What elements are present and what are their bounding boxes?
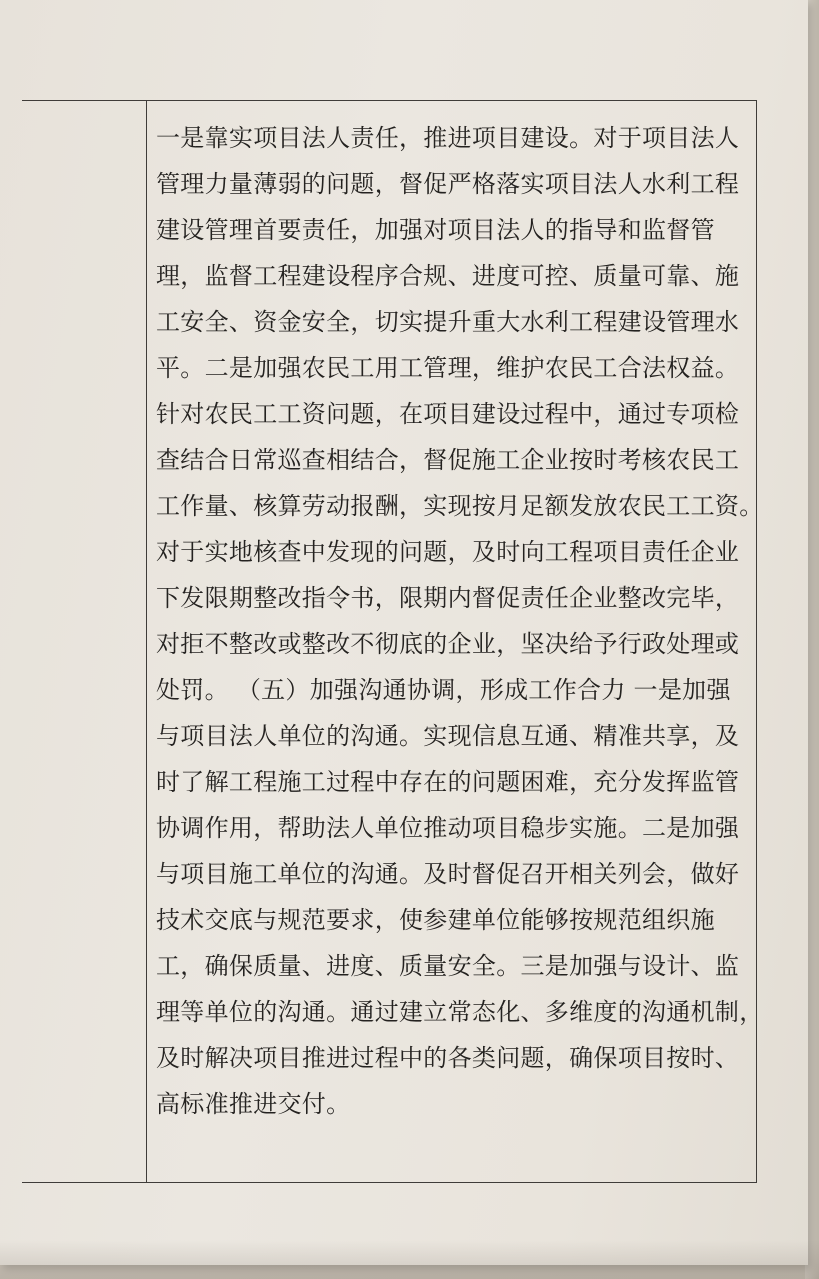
text-line: 与项目施工单位的沟通。及时督促召开相关列会，做好 [156, 860, 740, 888]
form-table [22, 100, 764, 1183]
text-line: 理等单位的沟通。通过建立常态化、多维度的沟通机制， [156, 998, 764, 1026]
bottom-shadow [0, 1240, 819, 1279]
text-line: 平。二是加强农民工用工管理，维护农民工合法权益。 [156, 354, 740, 382]
text-line: 工安全、资金安全，切实提升重大水利工程建设管理水 [156, 308, 740, 336]
text-line: 针对农民工工资问题，在项目建设过程中，通过专项检 [156, 400, 740, 428]
text-line: 查结合日常巡查相结合，督促施工企业按时考核农民工 [156, 446, 740, 474]
text-line: 管理力量薄弱的问题，督促严格落实项目法人水利工程 [156, 170, 740, 198]
text-line: 处罚。 （五）加强沟通协调，形成工作合力 一是加强 [156, 676, 731, 704]
text-line: 建设管理首要责任，加强对项目法人的指导和监督管 [156, 216, 715, 244]
text-line: 下发限期整改指令书，限期内督促责任企业整改完毕， [156, 584, 740, 612]
text-line: 理，监督工程建设程序合规、进度可控、质量可靠、施 [156, 262, 740, 290]
text-line: 协调作用，帮助法人单位推动项目稳步实施。二是加强 [156, 814, 740, 842]
text-line: 工，确保质量、进度、质量安全。三是加强与设计、监 [156, 952, 740, 980]
text-line: 技术交底与规范要求，使参建单位能够按规范组织施 [156, 906, 715, 934]
text-line: 及时解决项目推进过程中的各类问题，确保项目按时、 [156, 1044, 740, 1072]
text-line: 工作量、核算劳动报酬，实现按月足额发放农民工工资。 [156, 492, 764, 520]
text-line: 高标准推进交付。 [156, 1090, 351, 1118]
text-line: 对于实地核查中发现的问题，及时向工程项目责任企业 [156, 538, 740, 566]
text-line: 对拒不整改或整改不彻底的企业，坚决给予行政处理或 [156, 630, 740, 658]
table-column-divider [146, 101, 147, 1182]
text-line: 与项目法人单位的沟通。实现信息互通、精准共享，及 [156, 722, 740, 750]
text-line: 一是靠实项目法人责任，推进项目建设。对于项目法人 [156, 124, 740, 152]
text-line: 时了解工程施工过程中存在的问题困难，充分发挥监管 [156, 768, 740, 796]
content-cell [156, 115, 764, 1127]
